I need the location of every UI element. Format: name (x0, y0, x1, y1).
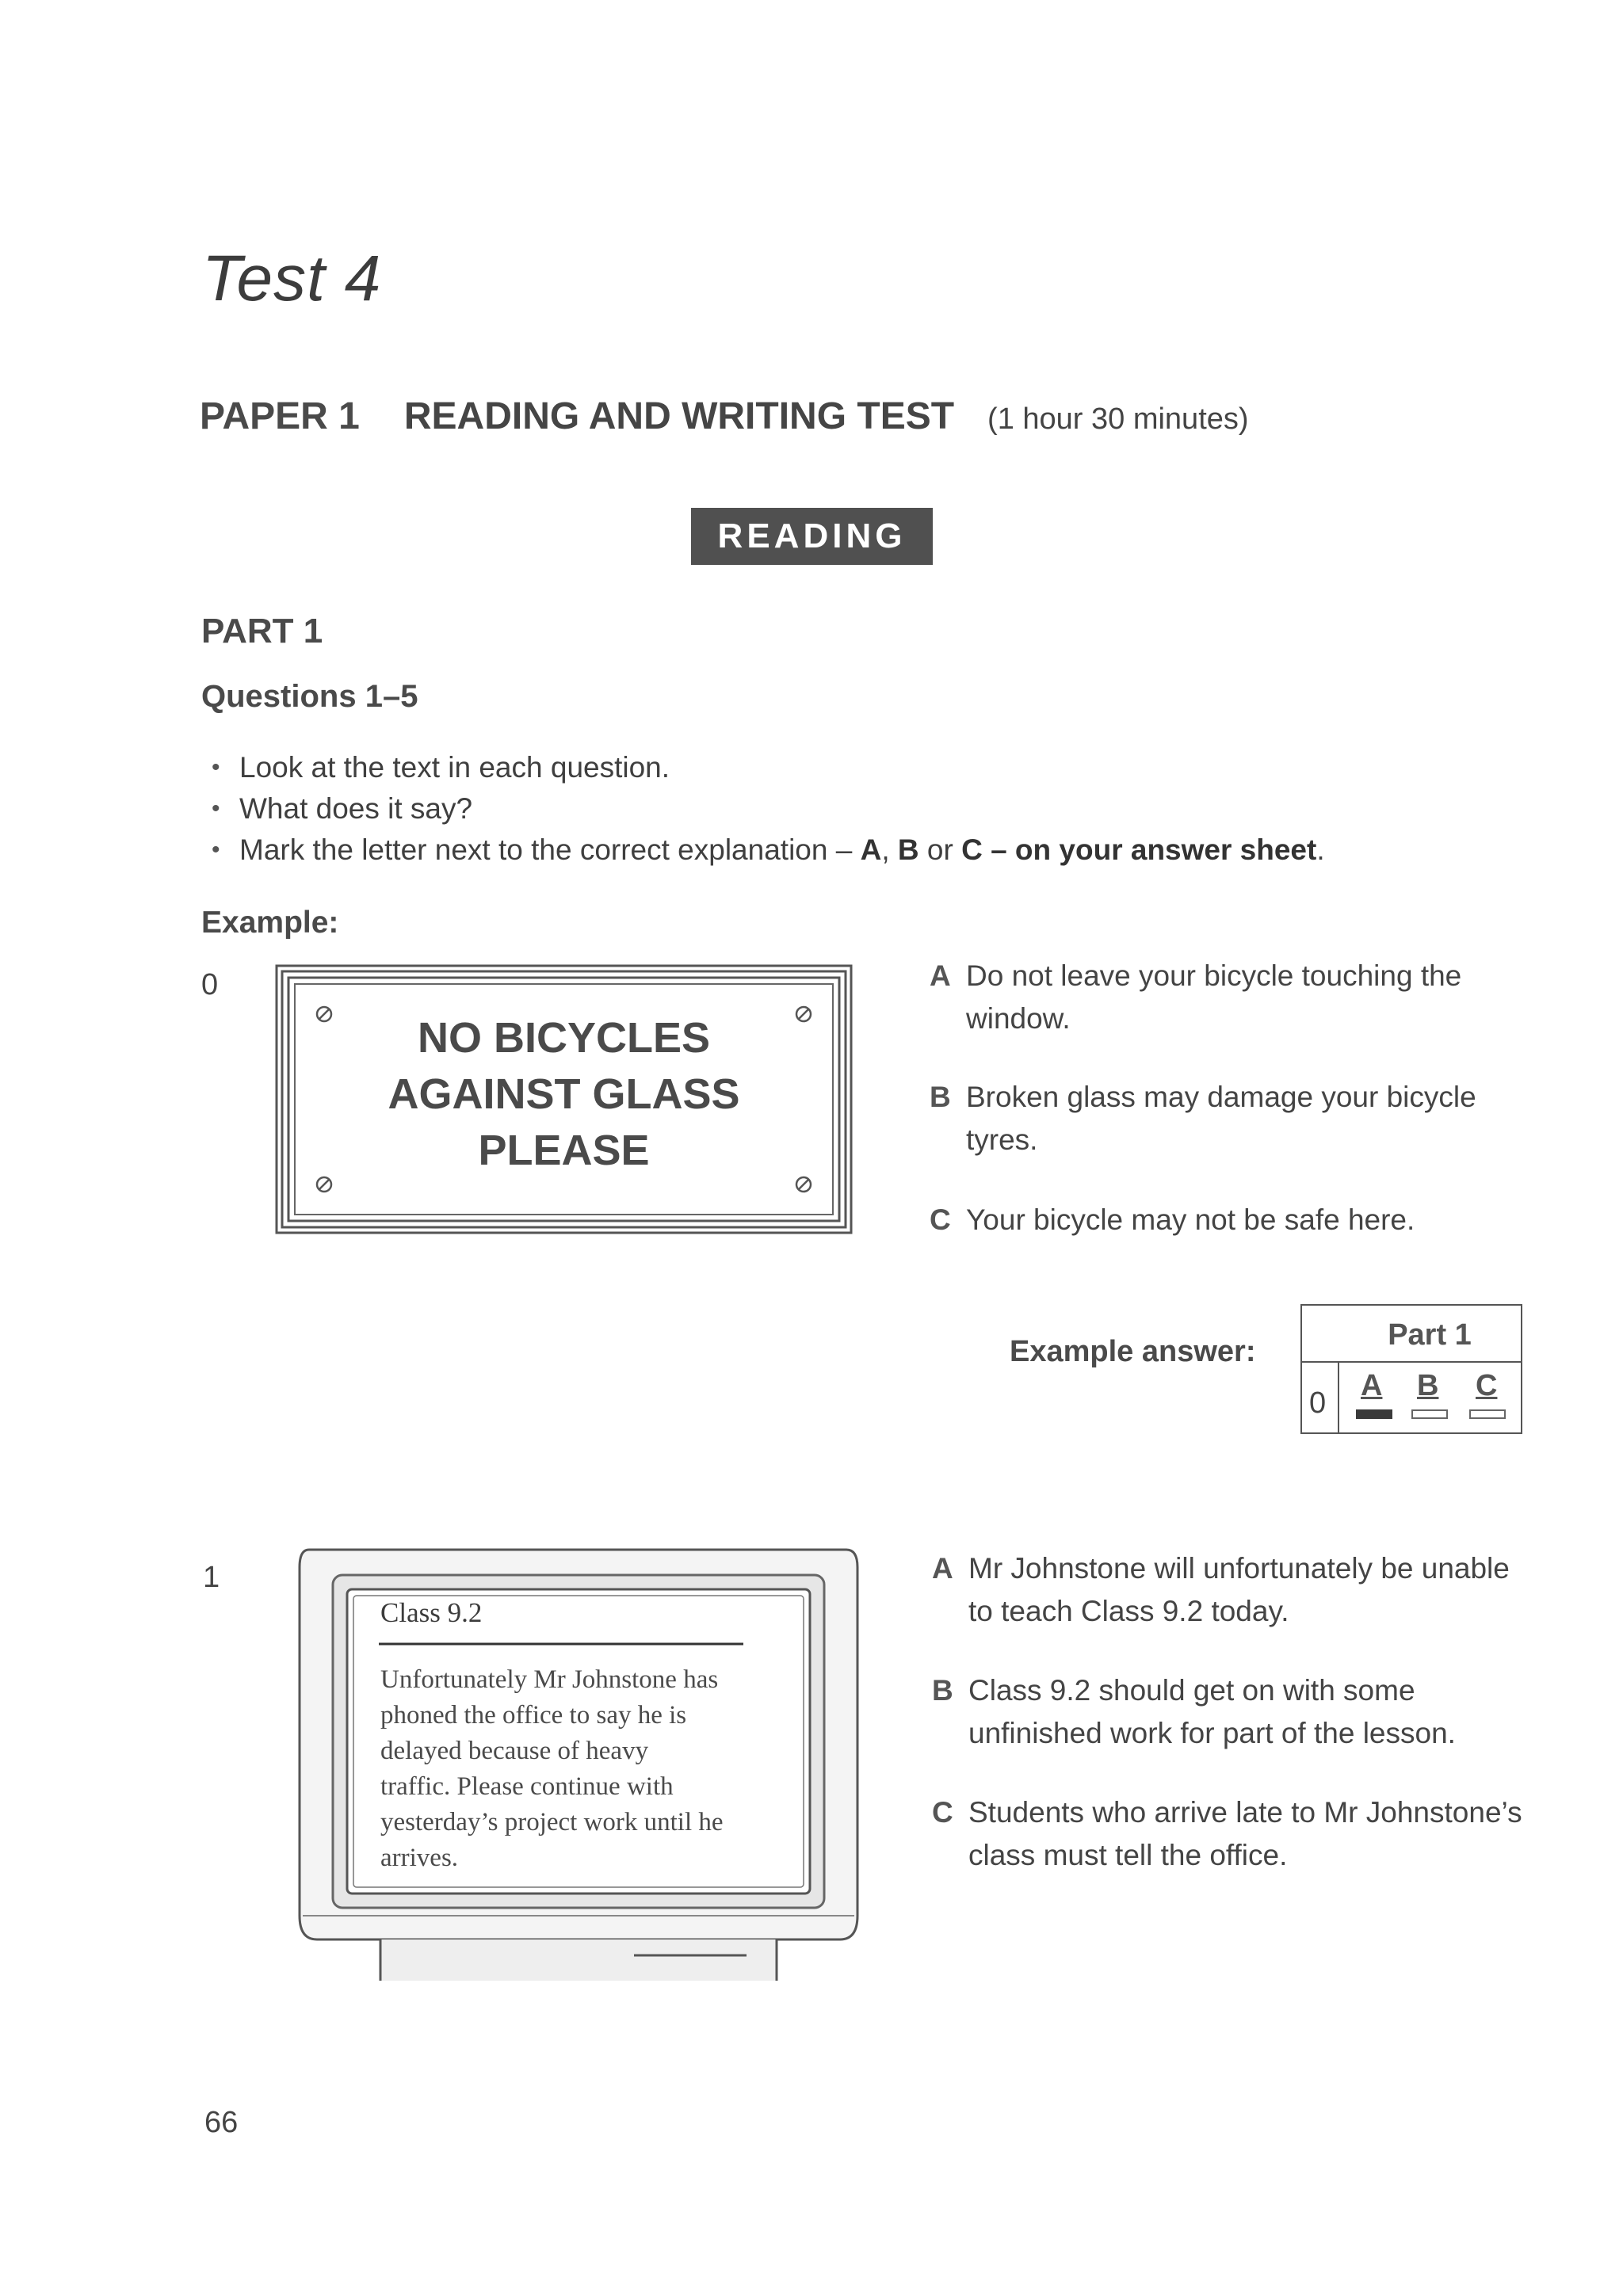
part-heading: PART 1 (201, 612, 323, 650)
answer-letter-b: B (1417, 1369, 1439, 1402)
instruction-text: or (918, 833, 962, 866)
instruction-item (212, 788, 1325, 830)
instruction-item (212, 830, 1325, 871)
option-letter: C (930, 1203, 951, 1236)
test-title: Test 4 (202, 242, 382, 315)
instruction-letter-b: B (897, 833, 919, 866)
question-number-0: 0 (201, 968, 219, 1001)
option-b (932, 1669, 1534, 1755)
option-text: Your bicycle may not be safe here. (966, 1203, 1415, 1236)
page-number: 66 (204, 2106, 239, 2139)
answer-sheet-row-number: 0 (1309, 1386, 1327, 1420)
answer-bubble-empty (1411, 1409, 1448, 1419)
sign-line: PLEASE (478, 1127, 650, 1174)
option-text: Mr Johnstone will unfortunately be unable to teach Class 9.2 today. (968, 1552, 1510, 1627)
bullet-icon: • (212, 795, 220, 822)
example-answer-label: Example answer: (1010, 1335, 1256, 1368)
reading-banner: READING (691, 508, 933, 565)
sign-line: NO BICYCLES (417, 1014, 711, 1062)
notice-line: traffic. Please continue with (380, 1772, 674, 1801)
instruction-text: What does it say? (239, 792, 473, 825)
notice-line: phoned the office to say he is (380, 1701, 687, 1730)
notice-line: delayed because of heavy (380, 1737, 649, 1765)
instruction-text: . (1316, 833, 1325, 866)
option-c (932, 1791, 1534, 1877)
questions-heading: Questions 1–5 (201, 679, 418, 714)
instructions-list (212, 747, 1325, 871)
option-a (932, 1547, 1534, 1633)
option-letter: A (930, 959, 951, 992)
sign-text (275, 1010, 853, 1179)
notice-line: yesterday’s project work until he (380, 1808, 724, 1836)
notice-line: Unfortunately Mr Johnstone has (380, 1665, 719, 1694)
notice-body (380, 1662, 792, 1876)
option-letter: B (930, 1081, 951, 1113)
option-b (930, 1076, 1532, 1161)
option-letter: A (932, 1552, 953, 1585)
instruction-item (212, 747, 1325, 788)
bullet-icon: • (212, 754, 220, 780)
option-letter: B (932, 1674, 953, 1707)
answer-bubble-empty (1469, 1409, 1506, 1419)
example-label: Example: (201, 906, 339, 940)
paper-duration: (1 hour 30 minutes) (987, 402, 1249, 436)
answer-letter-c: C (1476, 1369, 1498, 1402)
option-a (930, 955, 1532, 1040)
answer-sheet-divider (1302, 1361, 1521, 1363)
answer-sheet-part: Part 1 (1388, 1318, 1472, 1352)
sign-line: AGAINST GLASS (388, 1070, 740, 1118)
instruction-text: Look at the text in each question. (239, 751, 670, 784)
option-text: Class 9.2 should get on with some unfinished work for part of the lesson. (968, 1674, 1456, 1749)
instruction-letter-a: A (860, 833, 882, 866)
answer-letter-a: A (1361, 1369, 1383, 1402)
paper-number: PAPER 1 (200, 395, 360, 437)
option-text: Students who arrive late to Mr Johnstone’s class must tell the office. (968, 1796, 1522, 1871)
paper-heading (200, 395, 1249, 438)
option-text: Broken glass may damage your bicycle tyres. (966, 1081, 1476, 1156)
notice-line: arrives. (380, 1844, 459, 1872)
instruction-emphasis: C – on your answer sheet (961, 833, 1317, 866)
notice-title: Class 9.2 (380, 1597, 483, 1628)
question-number-1: 1 (203, 1561, 220, 1594)
paper-title: READING AND WRITING TEST (403, 395, 955, 437)
instruction-text: Mark the letter next to the correct explanation – (239, 833, 861, 866)
answer-sheet-divider (1338, 1363, 1339, 1432)
option-c (930, 1199, 1532, 1241)
instruction-text: , (881, 833, 898, 866)
answer-bubble-filled (1356, 1409, 1392, 1419)
bullet-icon: • (212, 837, 220, 863)
option-letter: C (932, 1796, 953, 1829)
option-text: Do not leave your bicycle touching the window. (966, 959, 1462, 1035)
